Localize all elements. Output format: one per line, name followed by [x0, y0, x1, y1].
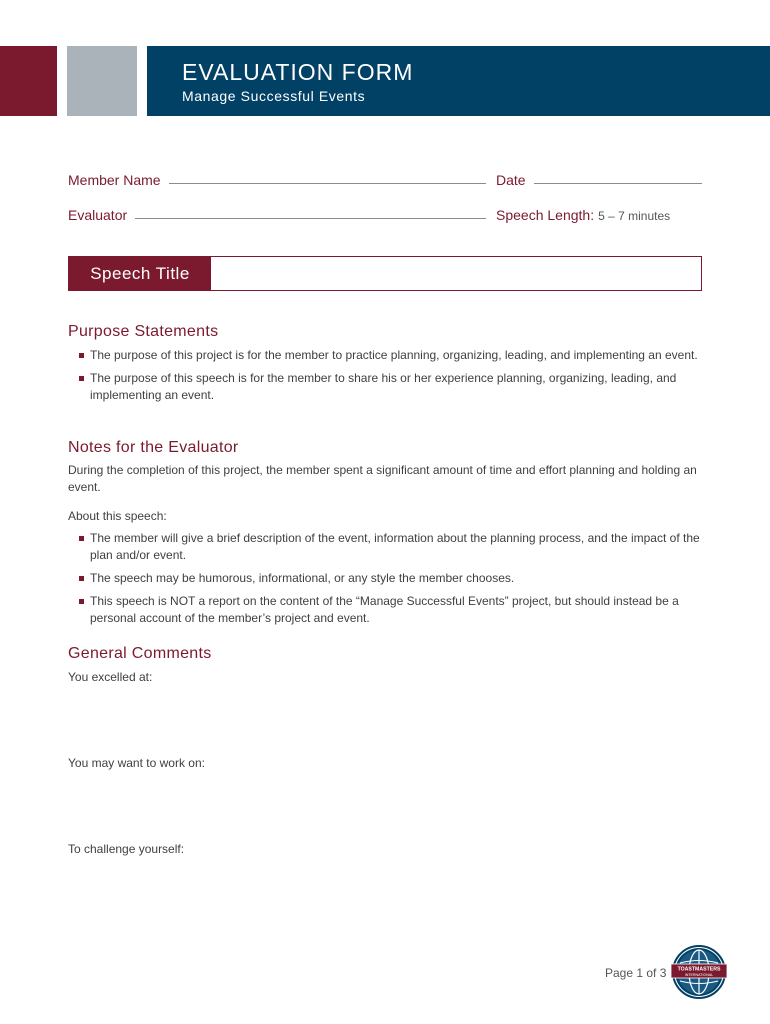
- work-on-label: You may want to work on:: [68, 756, 205, 770]
- date-label: Date: [496, 172, 526, 188]
- svg-text:INTERNATIONAL: INTERNATIONAL: [684, 973, 714, 977]
- member-name-line[interactable]: [169, 182, 486, 184]
- form-title: EVALUATION FORM: [182, 59, 414, 85]
- comments-heading: General Comments: [68, 645, 212, 662]
- bullet-icon: [79, 376, 84, 381]
- list-item: [78, 593, 703, 627]
- date-field[interactable]: [496, 172, 702, 188]
- purpose-list: [78, 347, 703, 410]
- excelled-label: You excelled at:: [68, 670, 153, 684]
- list-item-text: The member will give a brief description of the event, information about the planning process, and the impact of the plan and/or event.: [90, 531, 700, 562]
- header-banner: [147, 46, 770, 116]
- speech-title-label: Speech Title: [69, 257, 211, 290]
- page-number: Page 1 of 3: [605, 966, 667, 980]
- evaluator-line[interactable]: [135, 217, 486, 219]
- header-gray-block: [67, 46, 137, 116]
- bullet-icon: [79, 536, 84, 541]
- bullet-icon: [79, 353, 84, 358]
- bullet-icon: [79, 576, 84, 581]
- evaluator-field[interactable]: [68, 207, 486, 223]
- speech-title-input[interactable]: [211, 257, 701, 290]
- list-item: [78, 570, 703, 587]
- challenge-label: To challenge yourself:: [68, 842, 185, 856]
- purpose-heading: Purpose Statements: [68, 323, 219, 340]
- notes-list: [78, 530, 703, 633]
- list-item-text: The purpose of this project is for the member to practice planning, organizing, leading, and implementing an event.: [90, 348, 698, 362]
- list-item: [78, 370, 703, 404]
- evaluator-label: Evaluator: [68, 207, 128, 223]
- list-item-text: The purpose of this speech is for the member to share his or her experience planning, organizing, leading, and implementing an event.: [90, 371, 677, 402]
- bullet-icon: [79, 599, 84, 604]
- header-maroon-block: [0, 46, 57, 116]
- toastmasters-logo-icon: [671, 944, 727, 1000]
- list-item-text: This speech is NOT a report on the content of the “Manage Successful Events” project, but should instead be a personal account of the member’s project and event.: [90, 594, 679, 625]
- about-label: About this speech:: [68, 509, 167, 523]
- svg-text:TOASTMASTERS: TOASTMASTERS: [677, 966, 721, 973]
- notes-heading: Notes for the Evaluator: [68, 439, 239, 456]
- date-line[interactable]: [534, 182, 702, 184]
- speech-title-box: [68, 256, 702, 291]
- speech-length-label: Speech Length:: [496, 207, 595, 223]
- member-name-label: Member Name: [68, 172, 161, 188]
- list-item-text: The speech may be humorous, informational, or any style the member chooses.: [90, 571, 515, 585]
- list-item: [78, 347, 703, 364]
- speech-length-value: 5 – 7 minutes: [598, 209, 671, 223]
- form-subtitle: Manage Successful Events: [182, 88, 366, 104]
- notes-intro: During the completion of this project, the member spent a significant amount of time and effort planning and holding an event.: [68, 463, 697, 494]
- member-name-field[interactable]: [68, 172, 486, 188]
- speech-length: [496, 207, 702, 223]
- list-item: [78, 530, 703, 564]
